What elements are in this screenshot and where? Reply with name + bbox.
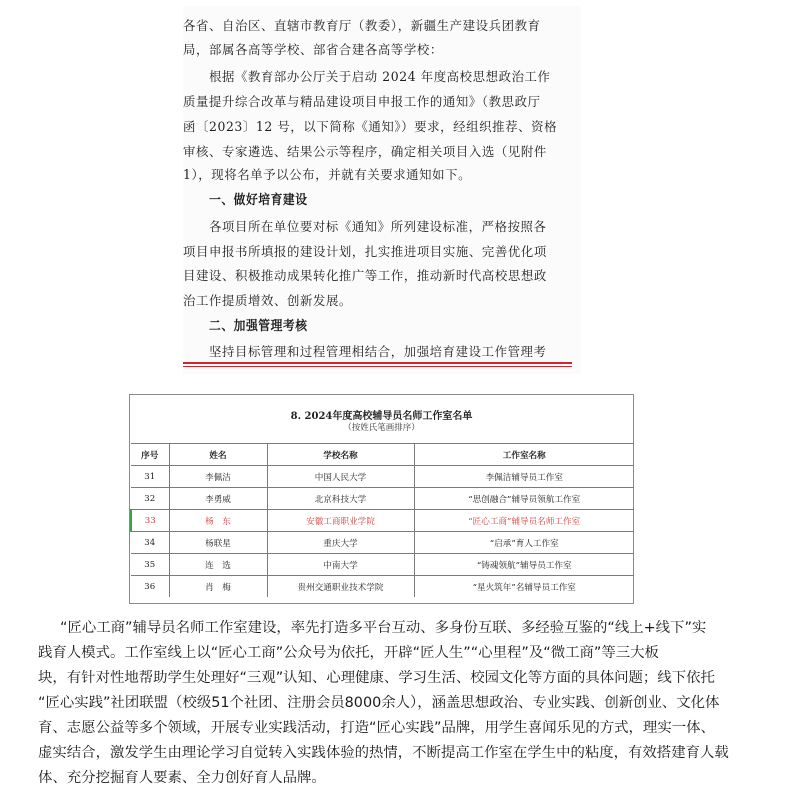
cell-school: 中国人民大学 <box>267 466 414 488</box>
cell-name: 李佩洁 <box>169 466 267 488</box>
table-row-highlighted <box>131 510 634 532</box>
cell-studio: “匠心工商”辅导员名师工作室 <box>414 510 634 532</box>
cell-number: 35 <box>131 554 169 576</box>
paragraph-line: 虚实结合，激发学生由理论学习自觉转入实践体验的热情，不断提高工作室在学生中的粘度，有效搭建育人载 <box>38 745 729 761</box>
column-header: 学校名称 <box>267 444 414 466</box>
doc-line: 目建设、积极推动成果转化推广等工作，推动新时代高校思想政 <box>183 268 547 283</box>
doc-line: 局，部属各高等学校、部省合建各高等学校： <box>183 42 443 57</box>
paragraph-line: “匠心实践”社团联盟（校级51个社团、注册会员8000余人），涵盖思想政治、专业实践、创新创业、文化体 <box>38 695 720 711</box>
paragraph-line: 体、充分挖掘育人要素、全力创好育人品牌。 <box>38 770 326 786</box>
doc-line: 审核、专家遴选、结果公示等程序，确定相关项目入选（见附件 <box>183 144 547 159</box>
doc-heading: 一、做好培育建设 <box>209 193 308 208</box>
cell-number: 34 <box>131 532 169 554</box>
cell-school: 中南大学 <box>267 554 414 576</box>
paragraph-line: 块，有针对性地帮助学生处理好“三观”认知、心理健康、学习生活、校园文化等方面的具体问题；线下依托 <box>38 670 715 686</box>
doc-line: 坚持目标管理和过程管理相结合，加强培育建设工作管理考 <box>209 344 547 359</box>
table-row <box>131 488 634 510</box>
cell-number: 31 <box>131 466 169 488</box>
roster-table-image <box>129 394 634 604</box>
table-row <box>131 554 634 576</box>
cell-studio: 李佩洁辅导员工作室 <box>414 466 634 488</box>
table-subtitle: （按姓氏笔画排序） <box>343 423 420 433</box>
cell-number: 33 <box>131 510 169 532</box>
cell-name: 连 选 <box>169 554 267 576</box>
doc-line: 各项目所在单位要对标《通知》所列建设标准，严格按照各 <box>209 219 547 234</box>
roster-table <box>130 443 634 597</box>
cell-school: 重庆大学 <box>267 532 414 554</box>
doc-line: 治工作提质增效、创新发展。 <box>183 293 352 308</box>
cell-school: 北京科技大学 <box>267 488 414 510</box>
cell-number: 36 <box>131 576 169 598</box>
column-header: 工作室名称 <box>414 444 634 466</box>
cell-number: 32 <box>131 488 169 510</box>
paragraph-line: 育、志愿公益等多个领域，开展专业实践活动，打造“匠心实践”品牌，用学生喜闻乐见的方式，理实一体、 <box>38 720 715 736</box>
cell-studio: “铸魂领航”辅导员工作室 <box>414 554 634 576</box>
cell-school: 贵州交通职业技术学院 <box>267 576 414 598</box>
doc-line: 根据《教育部办公厅关于启动 2024 年度高校思想政治工作 <box>209 69 551 84</box>
paragraph-line: “匠心工商”辅导员名师工作室建设，率先打造多平台互动、多身份互联、多经验互鉴的“线上+线下”实 <box>60 620 707 636</box>
column-header: 序号 <box>131 444 169 466</box>
table-header-row <box>131 444 634 466</box>
doc-heading: 二、加强管理考核 <box>209 319 308 334</box>
table-title: 8. 2024年度高校辅导员名师工作室名单 <box>290 411 473 422</box>
cell-name: 肖 梅 <box>169 576 267 598</box>
cell-name: 李勇威 <box>169 488 267 510</box>
red-divider <box>183 362 572 364</box>
doc-line: 1），现将名单予以公布，并就有关要求通知如下。 <box>183 167 472 182</box>
document-scan <box>183 6 581 374</box>
cell-studio: “星火筑年”名辅导员工作室 <box>414 576 634 598</box>
cell-school: 安徽工商职业学院 <box>267 510 414 532</box>
cell-studio: “思创融合”辅导员领航工作室 <box>414 488 634 510</box>
doc-line: 函〔2023〕12 号，以下简称《通知》）要求，经组织推荐、资格 <box>183 119 558 134</box>
table-row <box>131 466 634 488</box>
table-row <box>131 532 634 554</box>
cell-name: 杨 东 <box>169 510 267 532</box>
doc-line: 质量提升综合改革与精品建设项目申报工作的通知》（教思政厅 <box>183 94 541 109</box>
doc-line: 项目申报书所填报的建设计划，扎实推进项目实施、完善优化项 <box>183 244 547 259</box>
table-row <box>131 576 634 598</box>
doc-line: 各省、自治区、直辖市教育厅（教委），新疆生产建设兵团教育 <box>183 18 541 33</box>
cell-name: 杨联星 <box>169 532 267 554</box>
column-header: 姓名 <box>169 444 267 466</box>
red-divider <box>183 366 572 367</box>
paragraph-line: 践育人模式。工作室线上以“匠心工商”公众号为依托，开辟“匠人生”“心里程”及“微工商”等三大板 <box>38 645 659 661</box>
cell-studio: “启承”育人工作室 <box>414 532 634 554</box>
